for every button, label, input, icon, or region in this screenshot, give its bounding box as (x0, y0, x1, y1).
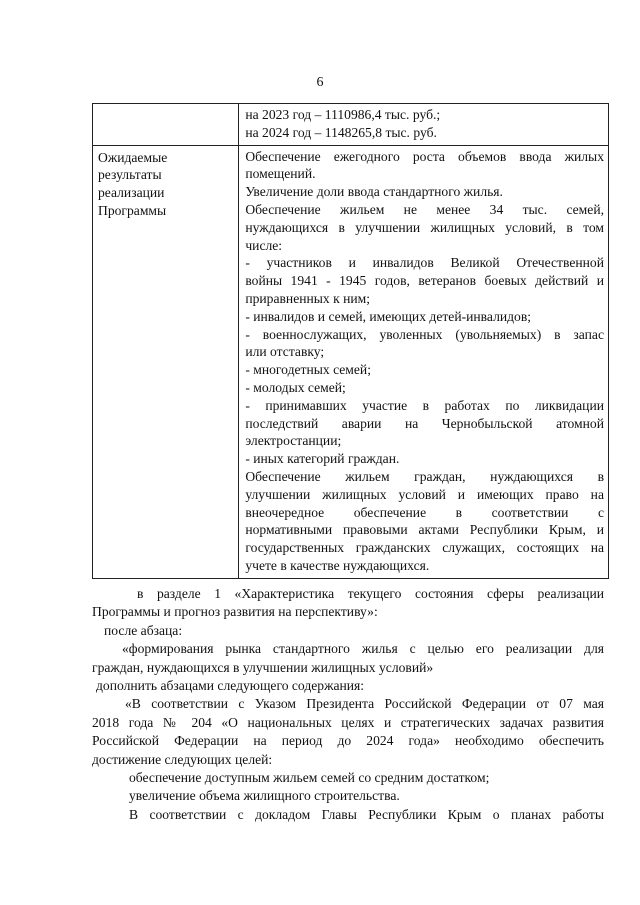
expected-results-lines (239, 146, 608, 578)
expected-result-line: - инвалидов и семей, имеющих детей-инвалидов; (245, 308, 532, 324)
label-line: Ожидаемые (98, 149, 168, 165)
page-number: 6 (316, 75, 324, 90)
expected-result-line: Обеспечение жильем граждан, нуждающихся в (245, 468, 604, 484)
expected-result-line: нормативными правовыми актами Республики Крым, и (245, 522, 604, 538)
paragraph-line: в разделе 1 «Характеристика текущего состояния сферы реализации (137, 586, 604, 601)
expected-result-line: - молодых семей; (245, 379, 346, 395)
program-passport-table (92, 103, 609, 579)
paragraph-line: «В соответствии с Указом Президента Российской Федерации от 07 мая (125, 696, 604, 712)
table-cell-expected-results-text (239, 145, 609, 578)
expected-result-line: - военнослужащих, уволенных (увольняемых) в запас (245, 326, 604, 342)
expected-result-line: электростанции; (245, 433, 342, 449)
expected-result-line: помещений. (245, 166, 316, 182)
expected-result-line: - многодетных семей; (245, 362, 371, 378)
expected-result-line: Увеличение доли ввода стандартного жилья. (245, 184, 503, 200)
paragraph-line: Российской Федерации на период до 2024 года» необходимо обеспечить (92, 733, 604, 749)
label-line: результаты (98, 167, 162, 183)
paragraph-line: увеличение объема жилищного строительства. (129, 788, 400, 804)
expected-result-line: нуждающихся в улучшении жилищных условий, в том (245, 219, 604, 235)
paragraph-line: «формирования рынка стандартного жилья с целью его реализации для (122, 641, 604, 657)
table-row-expected-results (93, 145, 609, 578)
expected-result-line: государственных гражданских служащих, состоящих на (245, 540, 604, 556)
paragraph-line: дополнить абзацами следующего содержания: (96, 678, 365, 694)
paragraph-line: Программы и прогноз развития на перспективу»: (92, 604, 378, 620)
table-cell-expected-results-label (93, 145, 239, 578)
paragraph-line: достижение следующих целей: (92, 751, 273, 767)
expected-result-line: или отставку; (245, 344, 325, 360)
paragraph-line: обеспечение доступным жильем семей со средним достатком; (129, 770, 490, 786)
paragraph-line: В соответствии с докладом Главы Республики Крым о планах работы (129, 806, 604, 822)
table-cell-financing (239, 104, 609, 146)
table-row-financing (93, 104, 609, 146)
expected-result-line: приравненных к ним; (245, 290, 371, 306)
financing-line-2024: на 2024 год – 1148265,8 тыс. руб. (245, 124, 437, 140)
expected-result-line: внеочередное обеспечение в соответствии с (245, 504, 604, 520)
financing-line-2023: на 2023 год – 1110986,4 тыс. руб.; (245, 107, 441, 122)
paragraph-line: после абзаца: (104, 622, 183, 638)
expected-result-line: учете в качестве нуждающихся. (245, 557, 430, 573)
expected-result-line: - иных категорий граждан. (245, 451, 400, 467)
expected-result-line: Обеспечение ежегодного роста объемов ввода жилых (245, 148, 604, 164)
amendment-text (92, 585, 604, 824)
expected-result-line: последствий аварии на Чернобыльской атомной (245, 415, 604, 431)
paragraph-line: 2018 года № 204 «О национальных целях и стратегических задачах развития (92, 714, 604, 730)
expected-result-line: улучшении жилищных условий и имеющих право на (245, 486, 604, 502)
label-line: Программы (98, 202, 167, 218)
expected-result-line: войны 1941 - 1945 годов, ветеранов боевых действий и (245, 273, 604, 289)
expected-result-line: - принимавших участие в работах по ликвидации (245, 397, 604, 413)
expected-result-line: числе: (245, 237, 283, 253)
expected-result-line: Обеспечение жильем не менее 34 тыс. семей, (245, 201, 604, 217)
label-line: реализации (98, 185, 165, 201)
expected-result-line: - участников и инвалидов Великой Отечественной (245, 255, 604, 271)
paragraph-line: граждан, нуждающихся в улучшении жилищных условий» (92, 659, 434, 675)
table-cell-label-empty (93, 104, 239, 146)
